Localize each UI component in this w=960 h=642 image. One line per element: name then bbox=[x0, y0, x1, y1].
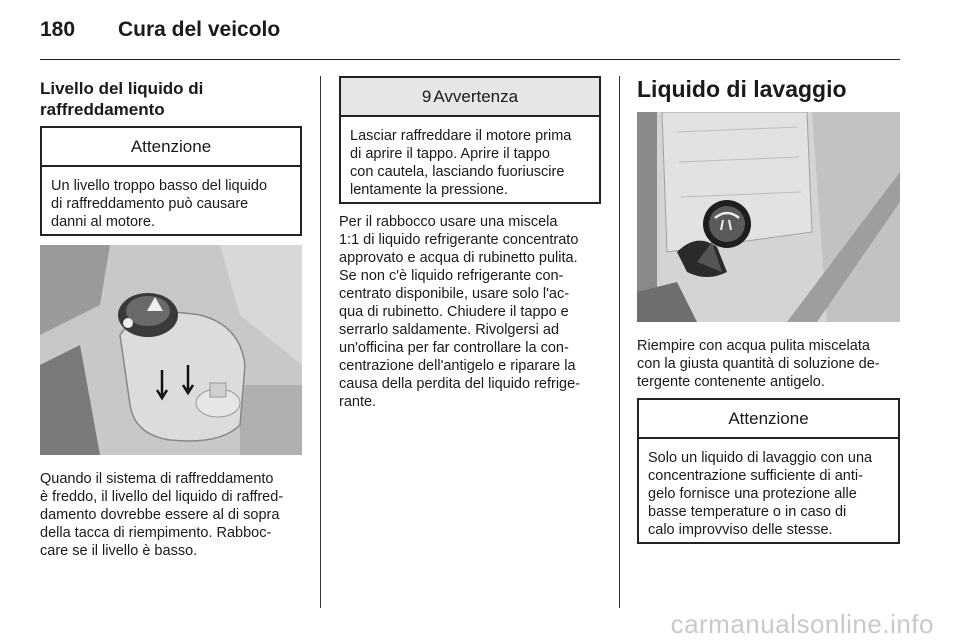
coolant-reservoir-photo bbox=[40, 245, 302, 455]
caution-box-washer bbox=[637, 398, 900, 544]
washer-reservoir-photo bbox=[637, 112, 900, 322]
washer-paragraph: Riempire con acqua pulita miscelata con la giusta quantità di soluzione de- tergente contenente antigelo. bbox=[637, 338, 880, 390]
column-divider bbox=[619, 76, 620, 608]
header-rule bbox=[40, 59, 900, 60]
refill-paragraph: Per il rabbocco usare una miscela 1:1 di liquido refrigerante concentrato approvato e acqua di rubinetto pulita. Se non c'è liquido refrigerante con- centrato disponibile, usare solo l'ac- qua di rubinetto. Chiudere il tappo e serrarlo saldamente. Rivolgersi ad un'officina per far controllare la con- centrazione dell'antigelo e riparare la causa della perdita del liquido refrige- rante. bbox=[339, 214, 581, 410]
caution-box-coolant bbox=[40, 126, 302, 236]
warning-header bbox=[341, 78, 599, 117]
washer-fluid-cap-icon bbox=[637, 112, 900, 322]
warning-text: Lasciar raffreddare il motore prima di aprire il tappo. Aprire il tappo con cautela, lasciando fuoriuscire lentamente la pressione. bbox=[350, 128, 572, 198]
warning-box bbox=[339, 76, 601, 204]
coolant-cap-icon bbox=[40, 245, 302, 455]
column-divider bbox=[320, 76, 321, 608]
caution-title: Attenzione bbox=[42, 128, 300, 167]
coolant-heading: Livello del liquido di raffreddamento bbox=[40, 79, 204, 119]
warning-title: Avvertenza bbox=[433, 86, 519, 106]
watermark: carmanualsonline.info bbox=[670, 609, 934, 639]
page-number: 180 bbox=[40, 18, 76, 41]
caution-text: Solo un liquido di lavaggio con una concentrazione sufficiente di anti- gelo fornisce una protezione alle basse temperature o in caso di calo improvviso delle stesse. bbox=[648, 450, 873, 538]
warning-icon: 9 bbox=[421, 86, 432, 106]
caution-text: Un livello troppo basso del liquido di raffreddamento può causare danni al motore. bbox=[51, 178, 268, 230]
washer-heading: Liquido di lavaggio bbox=[637, 76, 847, 102]
section-title: Cura del veicolo bbox=[118, 18, 281, 41]
caution-title: Attenzione bbox=[639, 400, 898, 439]
coolant-paragraph: Quando il sistema di raffreddamento è freddo, il livello del liquido di raffred- damento dovrebbe essere al di sopra della tacca di riempimento. Rabboc- care se il livello è basso. bbox=[40, 471, 284, 559]
